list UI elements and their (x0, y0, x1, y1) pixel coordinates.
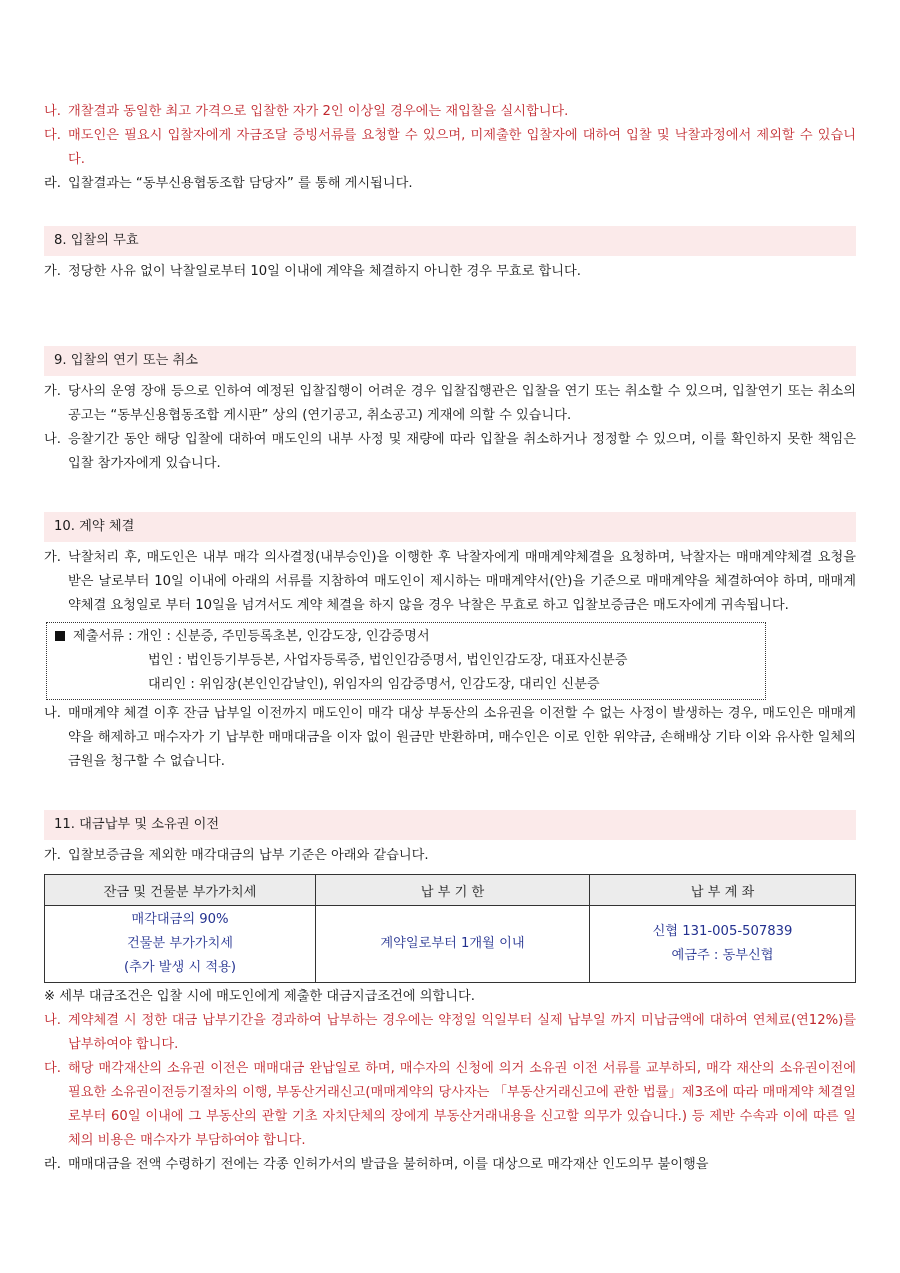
required-documents-box (46, 622, 766, 700)
item-marker: 가. (44, 264, 61, 279)
table-header-row (45, 875, 856, 906)
list-item (44, 124, 856, 172)
item-marker: 나. (44, 1013, 61, 1028)
list-item (44, 844, 856, 868)
item-text: 매매계약 체결 이후 잔금 납부일 이전까지 매도인이 매각 대상 부동산의 소유권을 이전할 수 없는 사정이 발생하는 경우, 매도인은 매매계약을 해제하고 매수자가 기 납부한 매매대금을 이자 없이 원금만 반환하며, 매수인은 이로 인한 위약금, 손해배상 기타 이와 유사한 일체의 금원을 청구할 수 없습니다. (68, 706, 856, 769)
list-item (44, 702, 856, 774)
item-text: 낙찰처리 후, 매도인은 내부 매각 의사결정(내부승인)을 이행한 후 낙찰자에게 매매계약체결을 요청하며, 낙찰자는 매매계약체결 요청을 받은 날로부터 10일 이내에 아래의 서류를 지참하여 매도인이 제시하는 매매계약서(안)을 기준으로 매매계약을 체결하여야 하며, 매매계약체결 요청일로 부터 10일을 넘겨서도 계약 체결을 하지 않을 경우 낙찰은 무효로 하고 입찰보증금은 매도자에게 귀속됩니다. (68, 550, 856, 613)
list-item (44, 380, 856, 428)
section-heading-8: 8. 입찰의 무효 (44, 226, 856, 256)
list-item (44, 428, 856, 476)
list-item (44, 100, 856, 124)
table-cell-deadline: 계약일로부터 1개월 이내 (316, 906, 590, 983)
item-text: 해당 매각재산의 소유권 이전은 매매대금 완납일로 하며, 매수자의 신청에 의거 소유권 이전 서류를 교부하되, 매각 재산의 소유권이전에 필요한 소유권이전등기절차의 이행, 부동산거래신고(매매계약의 당사자는 「부동산거래신고에 관한 법률」제3조에 따라 매매계약 체결일로부터 60일 이내에 그 부동산의 관할 기초 자치단체의 장에게 부동산거래내용을 신고할 의무가 있습니다.) 등 제반 수속과 이에 따른 일체의 비용은 매수자가 부담하여야 합니다. (68, 1061, 856, 1148)
item-text: 입찰결과는 “동부신용협동조합 담당자” 를 통해 게시됩니다. (68, 176, 413, 191)
item-text: 응찰기간 동안 해당 입찰에 대하여 매도인의 내부 사정 및 재량에 따라 입찰을 취소하거나 정정할 수 있으며, 이를 확인하지 못한 책임은 입찰 참가자에게 있습니다. (68, 432, 856, 471)
item-marker: 라. (44, 176, 61, 191)
documents-label: 제출서류 : (73, 629, 133, 644)
document-type: 대리인 : (148, 677, 195, 692)
list-item (44, 1057, 856, 1153)
table-cell-payment-type (45, 906, 316, 983)
item-text: 매도인은 필요시 입찰자에게 자금조달 증빙서류를 요청할 수 있으며, 미제출한 입찰자에 대하여 입찰 및 낙찰과정에서 제외할 수 있습니다. (68, 128, 856, 167)
table-row (45, 906, 856, 983)
documents-row (55, 625, 757, 649)
list-item (44, 260, 856, 284)
table-header: 잔금 및 건물분 부가가치세 (45, 875, 316, 906)
black-square-icon (55, 631, 65, 641)
table-cell-account (590, 906, 856, 983)
list-item (44, 1009, 856, 1057)
table-note: ※ 세부 대금조건은 입찰 시에 매도인에게 제출한 대금지급조건에 의합니다. (44, 989, 475, 1004)
cell-line: (추가 발생 시 적용) (123, 960, 237, 975)
payment-table (44, 874, 856, 983)
list-item (44, 1153, 856, 1177)
item-marker: 가. (44, 384, 61, 399)
item-marker: 가. (44, 550, 61, 565)
section-heading-10: 10. 계약 체결 (44, 512, 856, 542)
item-marker: 다. (44, 1061, 61, 1076)
item-text: 입찰보증금을 제외한 매각대금의 납부 기준은 아래와 같습니다. (68, 848, 429, 863)
cell-line: 매각대금의 90% (131, 912, 229, 927)
item-text: 계약체결 시 정한 대금 납부기간을 경과하여 납부하는 경우에는 약정일 익일부터 실제 납부일 까지 미납금액에 대하여 연체료(연12%)를 납부하여야 합니다. (68, 1013, 856, 1052)
item-text: 매매대금을 전액 수령하기 전에는 각종 인허가서의 발급을 불허하며, 이를 대상으로 매각재산 인도의무 불이행을 (68, 1157, 709, 1172)
item-marker: 나. (44, 432, 61, 447)
item-marker: 나. (44, 104, 61, 119)
item-marker: 다. (44, 128, 61, 143)
table-header: 납 부 계 좌 (590, 875, 856, 906)
table-header: 납 부 기 한 (316, 875, 590, 906)
list-item (44, 546, 856, 618)
item-marker: 라. (44, 1157, 61, 1172)
section-heading-9: 9. 입찰의 연기 또는 취소 (44, 346, 856, 376)
documents-row (55, 649, 757, 673)
documents-row (55, 673, 757, 697)
document-type: 법인 : (148, 653, 183, 668)
document-page (44, 100, 856, 1177)
item-marker: 나. (44, 706, 61, 721)
list-item (44, 172, 856, 196)
document-type: 개인 : (136, 629, 171, 644)
section-heading-11: 11. 대금납부 및 소유권 이전 (44, 810, 856, 840)
cell-line: 예금주 : 동부신협 (671, 948, 774, 963)
item-text: 정당한 사유 없이 낙찰일로부터 10일 이내에 계약을 체결하지 아니한 경우 무효로 합니다. (68, 264, 581, 279)
document-list: 신분증, 주민등록초본, 인감도장, 인감증명서 (175, 629, 430, 644)
item-text: 개찰결과 동일한 최고 가격으로 입찰한 자가 2인 이상일 경우에는 재입찰을 실시합니다. (68, 104, 569, 119)
cell-line: 신협 131-005-507839 (652, 924, 793, 939)
item-text: 당사의 운영 장애 등으로 인하여 예정된 입찰집행이 어려운 경우 입찰집행관은 입찰을 연기 또는 취소할 수 있으며, 입찰연기 또는 취소의 공고는 “동부신용협동조합 게시판” 상의 (연기공고, 취소공고) 게재에 의할 수 있습니다. (68, 384, 856, 423)
cell-line: 건물분 부가가치세 (126, 936, 234, 951)
document-list: 위임장(본인인감날인), 위임자의 임감증명서, 인감도장, 대리인 신분증 (199, 677, 600, 692)
document-list: 법인등기부등본, 사업자등록증, 법인인감증명서, 법인인감도장, 대표자신분증 (186, 653, 628, 668)
item-marker: 가. (44, 848, 61, 863)
